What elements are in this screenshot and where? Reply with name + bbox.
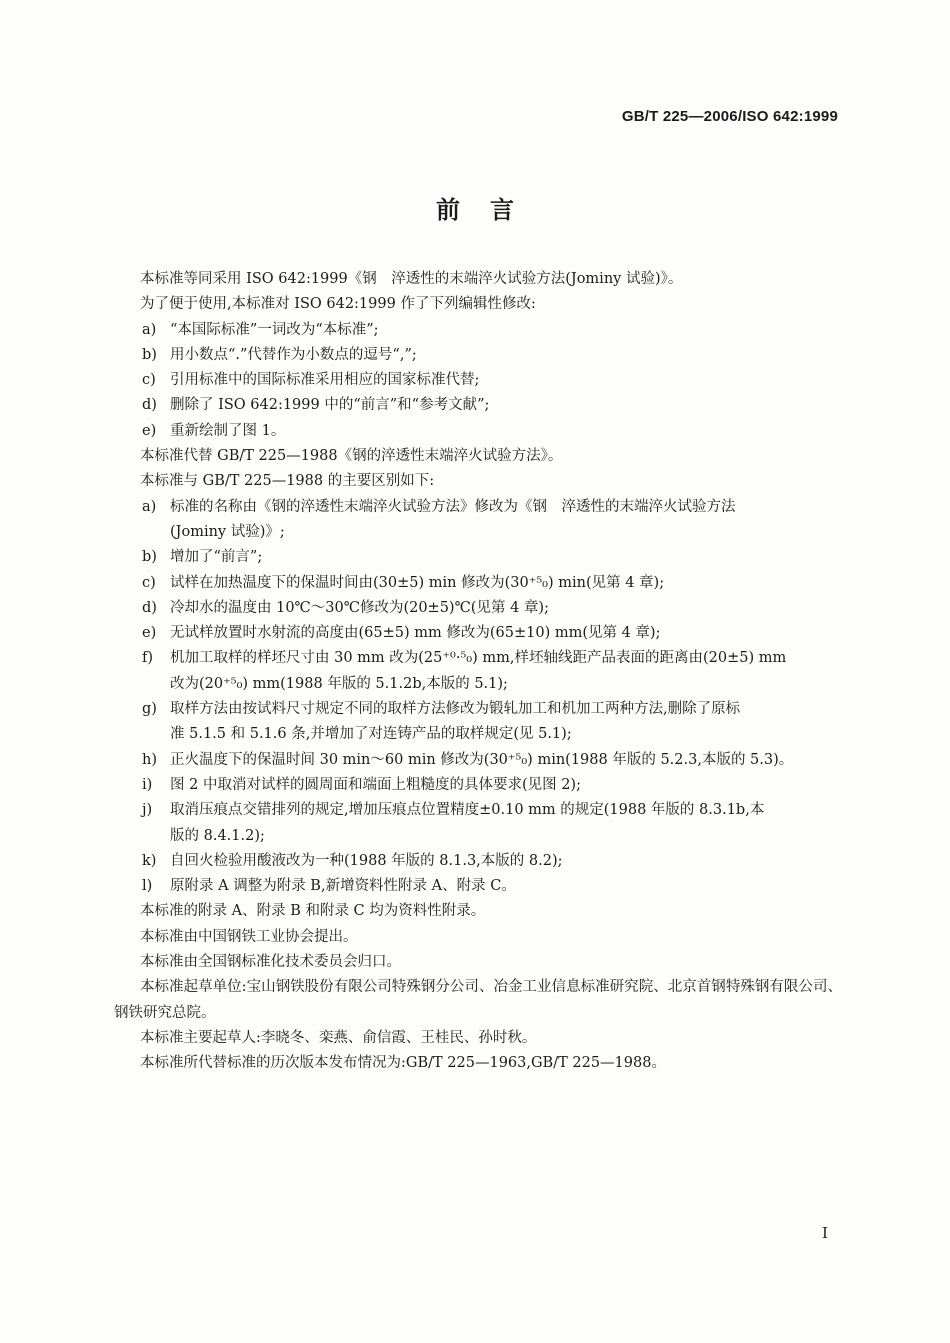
- paragraph: 本标准起草单位:宝山钢铁股份有限公司特殊钢分公司、冶金工业信息标准研究院、北京首钢特殊钢有限公司、钢铁研究总院。: [114, 979, 842, 1021]
- paragraph: 本标准代替 GB/T 225—1988《钢的淬透性末端淬火试验方法》。: [140, 448, 563, 465]
- list-label: h): [142, 751, 157, 768]
- list-text: 正火温度下的保温时间 30 min～60 min 修改为(30⁺⁵₀) min(1988 年版的 5.2.3,本版的 5.3)。: [170, 751, 794, 768]
- list-text-continued: 改为(20⁺⁵₀) mm(1988 年版的 5.1.2b,本版的 5.1);: [170, 675, 508, 692]
- list-label: e): [142, 422, 157, 439]
- standard-number: GB/T 225—2006/ISO 642:1999: [621, 108, 838, 125]
- list-item: [114, 495, 842, 546]
- list-item: [114, 318, 842, 343]
- list-text-continued: 版的 8.4.1.2);: [170, 827, 265, 844]
- list-label: c): [142, 574, 156, 591]
- list-item: [114, 798, 842, 849]
- list-item: [114, 773, 842, 798]
- paragraph: 本标准由全国钢标准化技术委员会归口。: [140, 954, 401, 971]
- list-text: 图 2 中取消对试样的圆周面和端面上粗糙度的具体要求(见图 2);: [170, 776, 581, 793]
- list-item: [114, 343, 842, 368]
- list-label: e): [142, 625, 157, 642]
- list-text: 机加工取样的样坯尺寸由 30 mm 改为(25⁺⁰·⁵₀) mm,样坯轴线距产品表面的距离由(20±5) mm: [170, 650, 787, 667]
- list-label: f): [142, 650, 154, 667]
- list-text: 取消压痕点交错排列的规定,增加压痕点位置精度±0.10 mm 的规定(1988 年版的 8.3.1b,本: [170, 802, 765, 819]
- page-title: 前言: [436, 196, 544, 224]
- list-item: [114, 545, 842, 570]
- list-text: 引用标准中的国际标准采用相应的国家标准代替;: [170, 372, 480, 389]
- list-text: 试样在加热温度下的保温时间由(30±5) min 修改为(30⁺⁵₀) min(见第 4 章);: [170, 574, 665, 591]
- list-item: [114, 874, 842, 899]
- list-label: j): [142, 802, 153, 819]
- list-label: g): [142, 701, 157, 718]
- list-text: “本国际标准”一词改为“本标准”;: [170, 321, 379, 338]
- list-text: 取样方法由按试料尺寸规定不同的取样方法修改为锻轧加工和机加工两种方法,删除了原标: [170, 701, 741, 718]
- list-label: a): [142, 498, 157, 515]
- list-item: [114, 419, 842, 444]
- list-text-continued: (Jominy 试验)》;: [170, 523, 285, 540]
- list-item: [114, 368, 842, 393]
- list-label: b): [142, 549, 157, 566]
- paragraph: 本标准主要起草人:李晓冬、栾燕、俞信霞、王桂民、孙时秋。: [140, 1029, 537, 1046]
- paragraph: 本标准等同采用 ISO 642:1999《钢 淬透性的末端淬火试验方法(Jominy 试验)》。: [140, 271, 683, 287]
- list-label: l): [142, 878, 153, 895]
- list-item: [114, 849, 842, 874]
- list-item: [114, 596, 842, 621]
- list-text: 标准的名称由《钢的淬透性末端淬火试验方法》修改为《钢 淬透性的末端淬火试验方法: [170, 498, 736, 515]
- list-text: 原附录 A 调整为附录 B,新增资料性附录 A、附录 C。: [170, 878, 516, 895]
- list-text: 用小数点“.”代替作为小数点的逗号“,”;: [170, 346, 417, 363]
- list-text: 删除了 ISO 642:1999 中的“前言”和“参考文献”;: [170, 397, 490, 414]
- paragraph: 本标准由中国钢铁工业协会提出。: [140, 928, 358, 945]
- list-item: [114, 697, 842, 748]
- list-text: 自回火检验用酸液改为一种(1988 年版的 8.1.3,本版的 8.2);: [170, 852, 563, 869]
- page-number: I: [822, 1224, 828, 1242]
- paragraph: 为了便于使用,本标准对 ISO 642:1999 作了下列编辑性修改:: [140, 296, 536, 313]
- list-text: 无试样放置时水射流的高度由(65±5) mm 修改为(65±10) mm(见第 4 章);: [170, 625, 661, 642]
- paragraph: 本标准的附录 A、附录 B 和附录 C 均为资料性附录。: [140, 903, 486, 920]
- list-item: [114, 646, 842, 697]
- list-text-continued: 准 5.1.5 和 5.1.6 条,并增加了对连铸产品的取样规定(见 5.1);: [170, 726, 572, 743]
- list-item: [114, 621, 842, 646]
- list-item: [114, 571, 842, 596]
- list-label: b): [142, 346, 157, 363]
- paragraph: 本标准所代替标准的历次版本发布情况为:GB/T 225—1963,GB/T 225—1988。: [140, 1055, 666, 1072]
- list-label: d): [142, 599, 157, 616]
- difference-list: [114, 495, 842, 900]
- edit-list: [114, 318, 842, 444]
- document-body: [114, 267, 842, 1077]
- list-label: d): [142, 397, 157, 414]
- list-label: c): [142, 372, 156, 389]
- list-label: a): [142, 321, 157, 338]
- list-label: k): [142, 852, 157, 869]
- paragraph: 本标准与 GB/T 225—1988 的主要区别如下:: [140, 473, 435, 490]
- list-item: [114, 748, 842, 773]
- list-label: i): [142, 776, 153, 793]
- list-text: 增加了“前言”;: [170, 549, 263, 566]
- list-item: [114, 393, 842, 418]
- list-text: 冷却水的温度由 10℃～30℃修改为(20±5)℃(见第 4 章);: [170, 599, 549, 616]
- list-text: 重新绘制了图 1。: [170, 422, 286, 439]
